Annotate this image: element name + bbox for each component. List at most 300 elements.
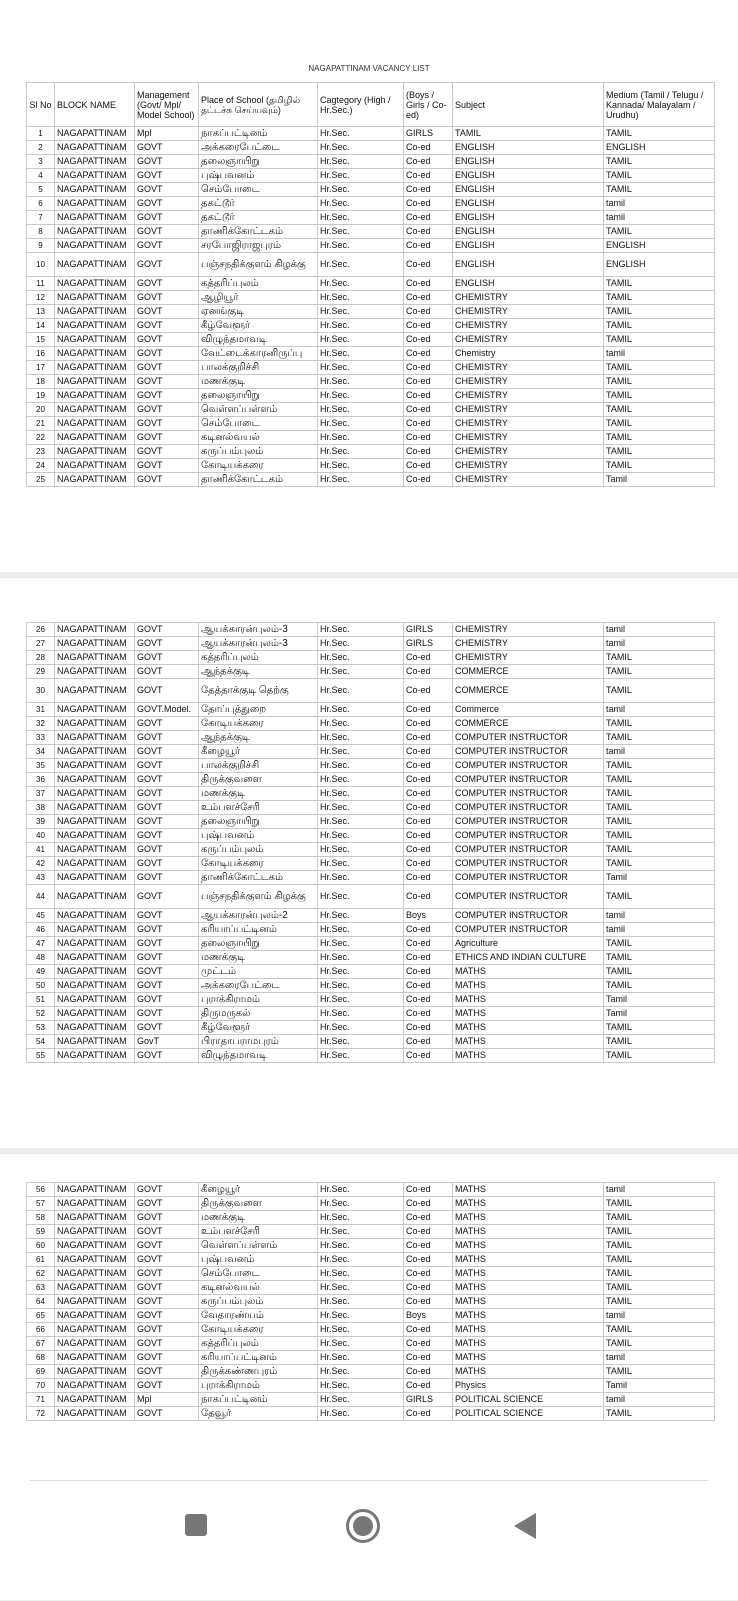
cell-medium: TAMIL [604, 857, 715, 871]
cell-category: Hr.Sec. [318, 1323, 404, 1337]
cell-place: செம்போடை [199, 417, 318, 431]
cell-block-name: NAGAPATTINAM [55, 885, 135, 909]
cell-gender: Co-ed [404, 1021, 453, 1035]
cell-subject: COMMERCE [453, 679, 604, 703]
cell-place: புராக்கிராமம் [199, 993, 318, 1007]
cell-category: Hr.Sec. [318, 637, 404, 651]
cell-management: GOVT [135, 787, 199, 801]
cell-subject: COMPUTER INSTRUCTOR [453, 801, 604, 815]
cell-category: Hr.Sec. [318, 403, 404, 417]
cell-gender: Co-ed [404, 211, 453, 225]
cell-place: விழுந்தமாவடி [199, 333, 318, 347]
cell-category: Hr.Sec. [318, 993, 404, 1007]
cell-medium: TAMIL [604, 319, 715, 333]
cell-subject: MATHS [453, 1365, 604, 1379]
cell-category: Hr.Sec. [318, 857, 404, 871]
cell-management: GOVT [135, 1295, 199, 1309]
cell-category: Hr.Sec. [318, 829, 404, 843]
cell-subject: Chemistry [453, 347, 604, 361]
cell-gender: Co-ed [404, 979, 453, 993]
cell-medium: TAMIL [604, 1295, 715, 1309]
table-row [27, 169, 715, 183]
cell-category: Hr.Sec. [318, 197, 404, 211]
table-row [27, 1021, 715, 1035]
table-row [27, 211, 715, 225]
cell-subject: CHEMISTRY [453, 445, 604, 459]
cell-place: கத்தரிப்புலம் [199, 277, 318, 291]
cell-category: Hr.Sec. [318, 347, 404, 361]
cell-management: GOVT [135, 651, 199, 665]
cell-management: GOVT [135, 843, 199, 857]
cell-medium: TAMIL [604, 1253, 715, 1267]
cell-subject: MATHS [453, 1007, 604, 1021]
table-row [27, 1253, 715, 1267]
col-header-gender: (Boys / Girls / Co-ed) [404, 83, 453, 127]
table-row [27, 923, 715, 937]
cell-block-name: NAGAPATTINAM [55, 347, 135, 361]
cell-place: தலைஞாயிறு [199, 389, 318, 403]
table-row [27, 623, 715, 637]
cell-place: உம்பளச்சேரி [199, 801, 318, 815]
col-header-subject: Subject [453, 83, 604, 127]
vacancy-table-page-2 [26, 622, 715, 1063]
cell-place: பிராதாபராமபுரம் [199, 1035, 318, 1049]
cell-medium: Tamil [604, 1007, 715, 1021]
cell-block-name: NAGAPATTINAM [55, 1379, 135, 1393]
cell-category: Hr.Sec. [318, 787, 404, 801]
cell-management: GOVT [135, 923, 199, 937]
cell-management: GOVT [135, 1197, 199, 1211]
cell-sl-no: 64 [27, 1295, 55, 1309]
cell-gender: Co-ed [404, 169, 453, 183]
cell-category: Hr.Sec. [318, 459, 404, 473]
cell-category: Hr.Sec. [318, 951, 404, 965]
cell-medium: TAMIL [604, 787, 715, 801]
cell-category: Hr.Sec. [318, 745, 404, 759]
cell-medium: tamil [604, 1309, 715, 1323]
cell-management: GOVT [135, 679, 199, 703]
cell-gender: GIRLS [404, 1393, 453, 1407]
cell-subject: CHEMISTRY [453, 291, 604, 305]
cell-management: GOVT [135, 431, 199, 445]
cell-management: GOVT [135, 1225, 199, 1239]
cell-place: ஆந்தக்குடி [199, 731, 318, 745]
cell-category: Hr.Sec. [318, 1035, 404, 1049]
table-row [27, 745, 715, 759]
cell-place: செம்போடை [199, 183, 318, 197]
cell-sl-no: 1 [27, 127, 55, 141]
cell-medium: tamil [604, 1393, 715, 1407]
cell-place: தேவூர் [199, 1407, 318, 1421]
cell-place: தாணிக்கோட்டகம் [199, 871, 318, 885]
cell-category: Hr.Sec. [318, 843, 404, 857]
cell-category: Hr.Sec. [318, 815, 404, 829]
cell-block-name: NAGAPATTINAM [55, 1035, 135, 1049]
cell-place: கடினல்வயல் [199, 1281, 318, 1295]
cell-block-name: NAGAPATTINAM [55, 141, 135, 155]
cell-place: கோடியக்கரை [199, 857, 318, 871]
cell-management: GOVT [135, 239, 199, 253]
table-row [27, 473, 715, 487]
cell-gender: Co-ed [404, 1295, 453, 1309]
cell-subject: COMPUTER INSTRUCTOR [453, 909, 604, 923]
cell-place: திருமருகல் [199, 1007, 318, 1021]
cell-medium: TAMIL [604, 1281, 715, 1295]
cell-category: Hr.Sec. [318, 1021, 404, 1035]
cell-subject: ENGLISH [453, 169, 604, 183]
cell-block-name: NAGAPATTINAM [55, 993, 135, 1007]
cell-sl-no: 53 [27, 1021, 55, 1035]
table-row [27, 333, 715, 347]
cell-place: தகட்டூர் [199, 211, 318, 225]
table-row [27, 979, 715, 993]
cell-category: Hr.Sec. [318, 361, 404, 375]
cell-management: GOVT [135, 333, 199, 347]
cell-subject: COMPUTER INSTRUCTOR [453, 829, 604, 843]
cell-block-name: NAGAPATTINAM [55, 979, 135, 993]
cell-subject: COMMERCE [453, 717, 604, 731]
table-row [27, 871, 715, 885]
cell-category: Hr.Sec. [318, 417, 404, 431]
cell-category: Hr.Sec. [318, 1197, 404, 1211]
document-title: NAGAPATTINAM VACANCY LIST [308, 64, 430, 73]
cell-subject: ENGLISH [453, 239, 604, 253]
table-row [27, 1035, 715, 1049]
cell-medium: TAMIL [604, 679, 715, 703]
table-row [27, 773, 715, 787]
cell-subject: CHEMISTRY [453, 623, 604, 637]
cell-subject: ENGLISH [453, 155, 604, 169]
cell-medium: TAMIL [604, 305, 715, 319]
cell-subject: ENGLISH [453, 253, 604, 277]
cell-management: GOVT [135, 183, 199, 197]
cell-management: GOVT [135, 623, 199, 637]
cell-place: கரியாப்பட்டினம் [199, 1351, 318, 1365]
cell-gender: Co-ed [404, 665, 453, 679]
cell-place: செம்போடை [199, 1267, 318, 1281]
cell-gender: Co-ed [404, 815, 453, 829]
cell-block-name: NAGAPATTINAM [55, 197, 135, 211]
cell-place: கோடியக்கரை [199, 459, 318, 473]
cell-gender: Co-ed [404, 951, 453, 965]
cell-management: GOVT [135, 1337, 199, 1351]
cell-gender: Co-ed [404, 885, 453, 909]
circle-icon[interactable] [346, 1509, 380, 1543]
cell-block-name: NAGAPATTINAM [55, 375, 135, 389]
cell-subject: ETHICS AND INDIAN CULTURE [453, 951, 604, 965]
cell-sl-no: 15 [27, 333, 55, 347]
cell-sl-no: 18 [27, 375, 55, 389]
cell-gender: GIRLS [404, 623, 453, 637]
cell-subject: POLITICAL SCIENCE [453, 1393, 604, 1407]
cell-medium: TAMIL [604, 155, 715, 169]
cell-management: GOVT [135, 773, 199, 787]
cell-gender: Boys [404, 909, 453, 923]
table-row [27, 319, 715, 333]
cell-place: கோடியக்கரை [199, 717, 318, 731]
cell-block-name: NAGAPATTINAM [55, 417, 135, 431]
table-row [27, 717, 715, 731]
cell-medium: tamil [604, 623, 715, 637]
cell-sl-no: 46 [27, 923, 55, 937]
cell-medium: TAMIL [604, 1337, 715, 1351]
cell-block-name: NAGAPATTINAM [55, 1253, 135, 1267]
cell-management: GovT [135, 1035, 199, 1049]
cell-block-name: NAGAPATTINAM [55, 1323, 135, 1337]
cell-subject: COMPUTER INSTRUCTOR [453, 871, 604, 885]
cell-sl-no: 20 [27, 403, 55, 417]
cell-gender: Co-ed [404, 347, 453, 361]
cell-subject: MATHS [453, 1295, 604, 1309]
cell-block-name: NAGAPATTINAM [55, 951, 135, 965]
cell-gender: Co-ed [404, 937, 453, 951]
cell-management: GOVT [135, 319, 199, 333]
cell-place: மணக்குடி [199, 787, 318, 801]
cell-block-name: NAGAPATTINAM [55, 773, 135, 787]
cell-gender: Co-ed [404, 459, 453, 473]
cell-gender: Co-ed [404, 389, 453, 403]
cell-sl-no: 56 [27, 1183, 55, 1197]
triangle-back-icon[interactable] [514, 1513, 536, 1539]
cell-category: Hr.Sec. [318, 1351, 404, 1365]
cell-sl-no: 5 [27, 183, 55, 197]
cell-block-name: NAGAPATTINAM [55, 127, 135, 141]
cell-block-name: NAGAPATTINAM [55, 1281, 135, 1295]
table-row [27, 375, 715, 389]
cell-category: Hr.Sec. [318, 319, 404, 333]
cell-subject: MATHS [453, 993, 604, 1007]
table-header-row [27, 83, 715, 127]
cell-gender: Co-ed [404, 1225, 453, 1239]
col-header-management: Management (Govt/ Mpl/ Model School) [135, 83, 199, 127]
cell-category: Hr.Sec. [318, 1239, 404, 1253]
cell-subject: ENGLISH [453, 277, 604, 291]
cell-place: தலைஞாயிறு [199, 937, 318, 951]
cell-management: GOVT [135, 759, 199, 773]
cell-place: தாணிக்கோட்டகம் [199, 225, 318, 239]
cell-management: GOVT [135, 253, 199, 277]
cell-subject: CHEMISTRY [453, 459, 604, 473]
cell-medium: TAMIL [604, 169, 715, 183]
table-row [27, 829, 715, 843]
cell-sl-no: 59 [27, 1225, 55, 1239]
cell-category: Hr.Sec. [318, 1309, 404, 1323]
square-icon[interactable] [185, 1514, 207, 1536]
cell-subject: CHEMISTRY [453, 637, 604, 651]
cell-sl-no: 36 [27, 773, 55, 787]
cell-place: கருப்பம்புலம் [199, 843, 318, 857]
cell-place: கரியாப்பட்டினம் [199, 923, 318, 937]
cell-place: அக்கரைபேட்டை [199, 141, 318, 155]
cell-gender: Co-ed [404, 225, 453, 239]
cell-subject: CHEMISTRY [453, 473, 604, 487]
cell-management: GOVT [135, 1183, 199, 1197]
cell-sl-no: 51 [27, 993, 55, 1007]
cell-management: GOVT [135, 871, 199, 885]
table-row [27, 389, 715, 403]
cell-sl-no: 49 [27, 965, 55, 979]
cell-block-name: NAGAPATTINAM [55, 403, 135, 417]
cell-gender: Co-ed [404, 829, 453, 843]
cell-block-name: NAGAPATTINAM [55, 1393, 135, 1407]
cell-subject: COMPUTER INSTRUCTOR [453, 815, 604, 829]
cell-sl-no: 29 [27, 665, 55, 679]
cell-sl-no: 11 [27, 277, 55, 291]
cell-subject: ENGLISH [453, 141, 604, 155]
cell-management: GOVT [135, 717, 199, 731]
cell-sl-no: 40 [27, 829, 55, 843]
col-header-sl-no: Sl No [27, 83, 55, 127]
cell-block-name: NAGAPATTINAM [55, 277, 135, 291]
cell-category: Hr.Sec. [318, 773, 404, 787]
cell-block-name: NAGAPATTINAM [55, 801, 135, 815]
cell-subject: Physics [453, 1379, 604, 1393]
cell-block-name: NAGAPATTINAM [55, 923, 135, 937]
cell-management: GOVT [135, 277, 199, 291]
cell-place: பஞ்சநதிக்குளம் கிழக்கு [199, 253, 318, 277]
cell-medium: tamil [604, 703, 715, 717]
cell-management: GOVT [135, 445, 199, 459]
cell-management: GOVT [135, 909, 199, 923]
cell-subject: COMPUTER INSTRUCTOR [453, 773, 604, 787]
cell-block-name: NAGAPATTINAM [55, 1183, 135, 1197]
cell-sl-no: 71 [27, 1393, 55, 1407]
cell-category: Hr.Sec. [318, 1183, 404, 1197]
cell-category: Hr.Sec. [318, 801, 404, 815]
cell-management: GOVT [135, 731, 199, 745]
cell-gender: Co-ed [404, 239, 453, 253]
cell-sl-no: 41 [27, 843, 55, 857]
cell-gender: Co-ed [404, 403, 453, 417]
cell-gender: Co-ed [404, 155, 453, 169]
cell-medium: Tamil [604, 1379, 715, 1393]
cell-management: GOVT [135, 291, 199, 305]
cell-sl-no: 47 [27, 937, 55, 951]
cell-medium: TAMIL [604, 1049, 715, 1063]
cell-place: ஆந்தக்குடி [199, 665, 318, 679]
col-header-category: Cagtegory (High / Hr.Sec.) [318, 83, 404, 127]
cell-gender: Co-ed [404, 679, 453, 703]
cell-management: GOVT [135, 459, 199, 473]
cell-sl-no: 13 [27, 305, 55, 319]
cell-place: கோடியக்கரை [199, 1323, 318, 1337]
cell-block-name: NAGAPATTINAM [55, 1365, 135, 1379]
cell-block-name: NAGAPATTINAM [55, 361, 135, 375]
cell-place: புஷ்பவனம் [199, 829, 318, 843]
cell-category: Hr.Sec. [318, 473, 404, 487]
cell-gender: Co-ed [404, 717, 453, 731]
cell-block-name: NAGAPATTINAM [55, 759, 135, 773]
cell-place: கருப்பம்புலம் [199, 445, 318, 459]
cell-gender: Co-ed [404, 445, 453, 459]
cell-medium: tamil [604, 745, 715, 759]
cell-category: Hr.Sec. [318, 665, 404, 679]
cell-medium: TAMIL [604, 361, 715, 375]
cell-place: நாகப்பட்டினம் [199, 127, 318, 141]
cell-sl-no: 6 [27, 197, 55, 211]
cell-gender: Co-ed [404, 333, 453, 347]
table-row [27, 787, 715, 801]
cell-sl-no: 33 [27, 731, 55, 745]
cell-management: GOVT [135, 965, 199, 979]
cell-sl-no: 50 [27, 979, 55, 993]
cell-medium: TAMIL [604, 1267, 715, 1281]
cell-management: GOVT [135, 1407, 199, 1421]
cell-medium: TAMIL [604, 277, 715, 291]
cell-block-name: NAGAPATTINAM [55, 183, 135, 197]
cell-block-name: NAGAPATTINAM [55, 665, 135, 679]
cell-block-name: NAGAPATTINAM [55, 1337, 135, 1351]
cell-place: திருக்குவளை [199, 773, 318, 787]
cell-gender: Co-ed [404, 745, 453, 759]
cell-sl-no: 27 [27, 637, 55, 651]
cell-block-name: NAGAPATTINAM [55, 651, 135, 665]
cell-block-name: NAGAPATTINAM [55, 717, 135, 731]
cell-block-name: NAGAPATTINAM [55, 1197, 135, 1211]
table-row [27, 417, 715, 431]
cell-gender: Co-ed [404, 1211, 453, 1225]
cell-medium: TAMIL [604, 403, 715, 417]
table-row [27, 909, 715, 923]
table-row [27, 801, 715, 815]
cell-gender: Co-ed [404, 1007, 453, 1021]
cell-block-name: NAGAPATTINAM [55, 871, 135, 885]
table-row [27, 1393, 715, 1407]
cell-sl-no: 31 [27, 703, 55, 717]
cell-subject: COMPUTER INSTRUCTOR [453, 759, 604, 773]
cell-place: கத்தரிப்புலம் [199, 651, 318, 665]
cell-management: GOVT [135, 1021, 199, 1035]
cell-block-name: NAGAPATTINAM [55, 1267, 135, 1281]
cell-block-name: NAGAPATTINAM [55, 1407, 135, 1421]
cell-gender: Co-ed [404, 1049, 453, 1063]
cell-place: வேட்டைக்காரனிருப்பு [199, 347, 318, 361]
cell-gender: Co-ed [404, 1379, 453, 1393]
table-row [27, 291, 715, 305]
cell-block-name: NAGAPATTINAM [55, 239, 135, 253]
cell-category: Hr.Sec. [318, 923, 404, 937]
android-nav-bar [30, 1480, 708, 1601]
cell-gender: Co-ed [404, 1035, 453, 1049]
cell-category: Hr.Sec. [318, 1393, 404, 1407]
cell-category: Hr.Sec. [318, 1049, 404, 1063]
cell-subject: MATHS [453, 1267, 604, 1281]
table-row [27, 815, 715, 829]
cell-gender: Co-ed [404, 253, 453, 277]
cell-gender: Co-ed [404, 731, 453, 745]
cell-category: Hr.Sec. [318, 1267, 404, 1281]
cell-management: GOVT [135, 745, 199, 759]
cell-management: GOVT [135, 937, 199, 951]
cell-block-name: NAGAPATTINAM [55, 1211, 135, 1225]
cell-place: ஆழியூர் [199, 291, 318, 305]
table-row [27, 1323, 715, 1337]
cell-sl-no: 4 [27, 169, 55, 183]
cell-gender: Co-ed [404, 305, 453, 319]
cell-medium: tamil [604, 923, 715, 937]
cell-sl-no: 23 [27, 445, 55, 459]
cell-category: Hr.Sec. [318, 127, 404, 141]
cell-medium: TAMIL [604, 951, 715, 965]
cell-category: Hr.Sec. [318, 623, 404, 637]
cell-block-name: NAGAPATTINAM [55, 225, 135, 239]
cell-medium: TAMIL [604, 1323, 715, 1337]
cell-block-name: NAGAPATTINAM [55, 1225, 135, 1239]
cell-block-name: NAGAPATTINAM [55, 319, 135, 333]
cell-subject: COMPUTER INSTRUCTOR [453, 923, 604, 937]
cell-subject: CHEMISTRY [453, 651, 604, 665]
cell-medium: TAMIL [604, 333, 715, 347]
